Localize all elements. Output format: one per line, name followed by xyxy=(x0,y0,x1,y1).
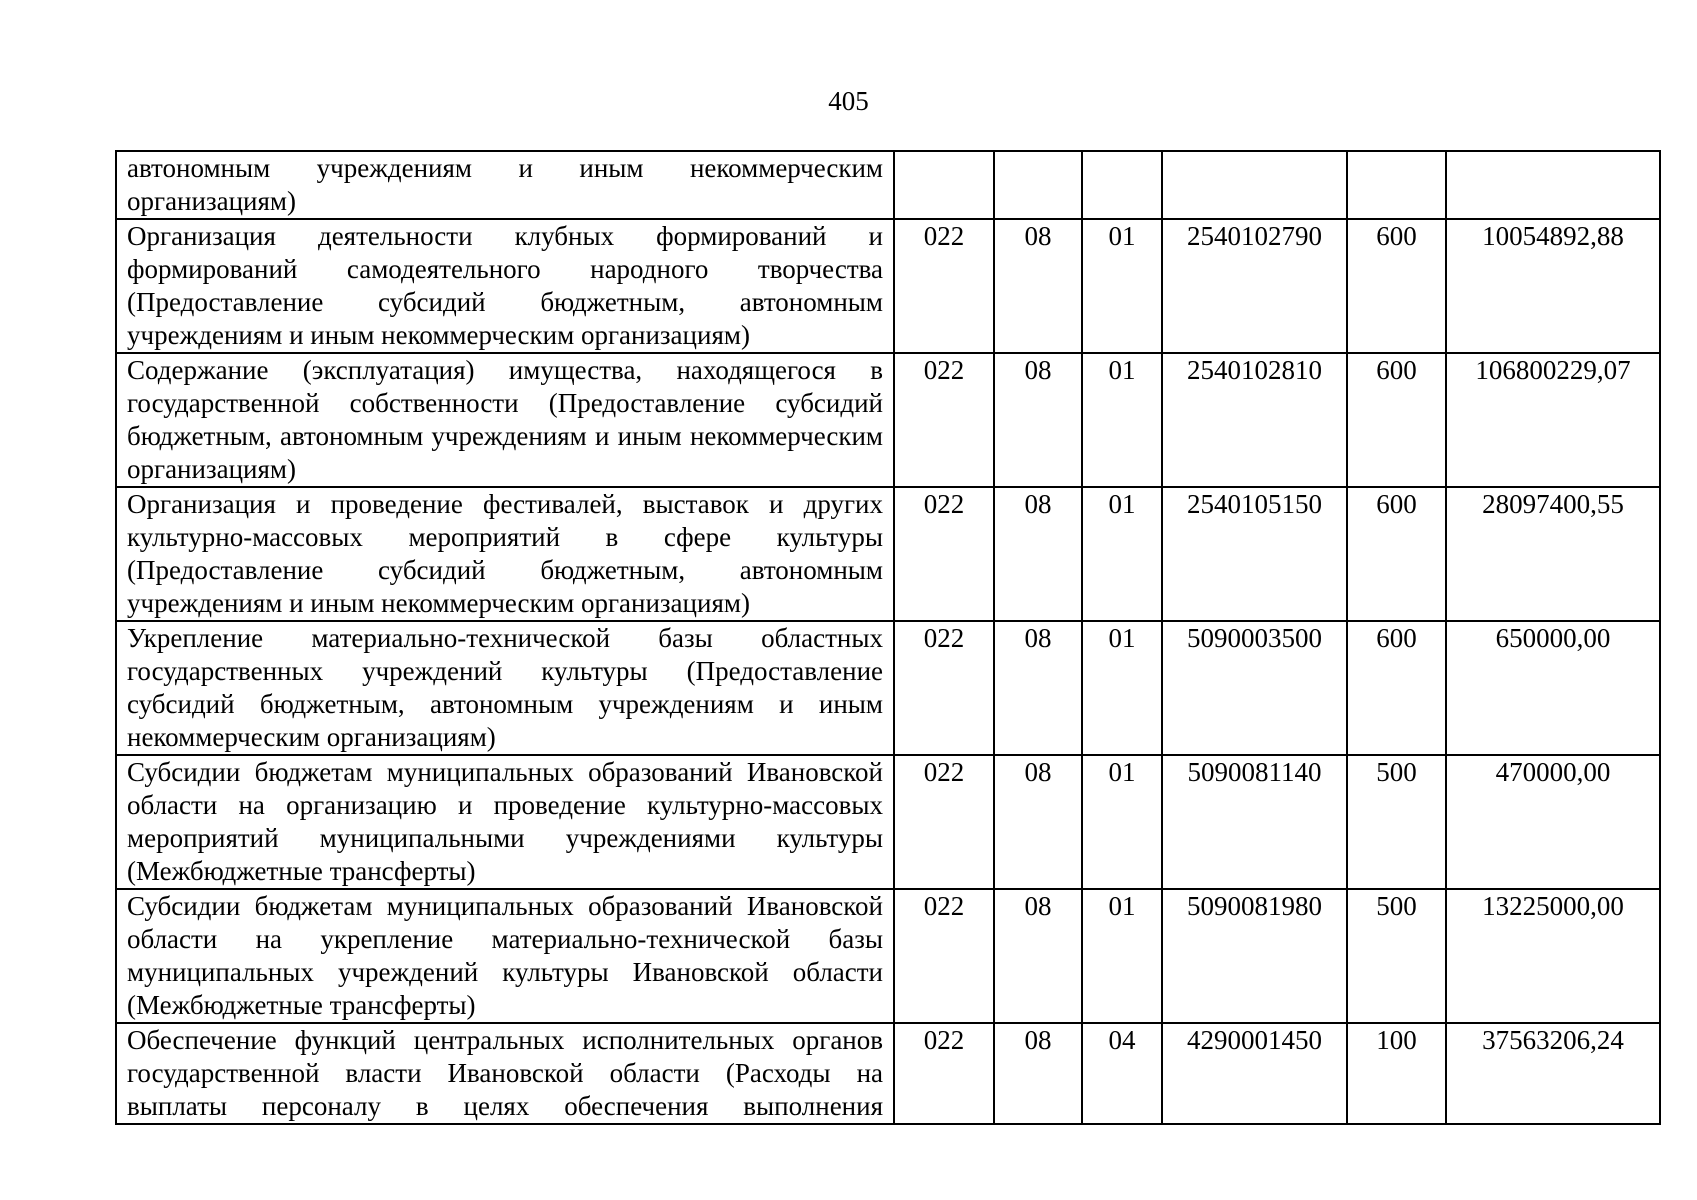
description-text: автономным учреждениям и иным некоммерческим xyxy=(127,153,883,183)
section-code: 08 xyxy=(994,219,1082,353)
section-code xyxy=(994,151,1082,219)
target-article-code: 4290001450 xyxy=(1162,1023,1347,1124)
target-article-code: 2540102810 xyxy=(1162,353,1347,487)
target-article-code: 2540102790 xyxy=(1162,219,1347,353)
target-article-code: 5090003500 xyxy=(1162,621,1347,755)
subsection-code: 01 xyxy=(1082,487,1162,621)
expense-type-code: 500 xyxy=(1347,755,1446,889)
table-row xyxy=(116,151,1660,219)
ministry-code: 022 xyxy=(894,353,994,487)
description-tail: области (Межбюджетные трансферты) xyxy=(127,957,884,1020)
subsection-code: 01 xyxy=(1082,755,1162,889)
description-text: Субсидии бюджетам муниципальных образований Ивановской области на организацию и проведение культурно-массовых мероприятий муниципальными xyxy=(127,757,883,853)
ministry-code xyxy=(894,151,994,219)
amount: 28097400,55 xyxy=(1446,487,1660,621)
ministry-code: 022 xyxy=(894,755,994,889)
subsection-code: 01 xyxy=(1082,219,1162,353)
row-description xyxy=(116,889,894,1023)
ministry-code: 022 xyxy=(894,487,994,621)
subsection-code xyxy=(1082,151,1162,219)
amount: 106800229,07 xyxy=(1446,353,1660,487)
ministry-code: 022 xyxy=(894,889,994,1023)
row-description xyxy=(116,1023,894,1124)
row-description xyxy=(116,487,894,621)
table-row xyxy=(116,1023,1660,1124)
description-text: Укрепление материально-технической базы областных государственных учреждений культуры (Предоставление субсидий бюджетным, автономным учреждениям и иным xyxy=(127,623,883,719)
table-row xyxy=(116,889,1660,1023)
expense-type-code: 600 xyxy=(1347,487,1446,621)
section-code: 08 xyxy=(994,487,1082,621)
target-article-code: 2540105150 xyxy=(1162,487,1347,621)
section-code: 08 xyxy=(994,353,1082,487)
description-tail: некоммерческим организациям) xyxy=(127,722,496,752)
table-row xyxy=(116,219,1660,353)
description-text: Субсидии бюджетам муниципальных образований Ивановской области на укрепление материально-технической базы муниципальных учреждений культуры Ивановской xyxy=(127,891,883,987)
expense-type-code: 100 xyxy=(1347,1023,1446,1124)
row-description xyxy=(116,219,894,353)
expense-type-code: 500 xyxy=(1347,889,1446,1023)
ministry-code: 022 xyxy=(894,219,994,353)
row-description xyxy=(116,151,894,219)
section-code: 08 xyxy=(994,621,1082,755)
ministry-code: 022 xyxy=(894,621,994,755)
section-code: 08 xyxy=(994,1023,1082,1124)
budget-table xyxy=(115,150,1661,1125)
row-description xyxy=(116,621,894,755)
description-tail: некоммерческим организациям) xyxy=(127,421,883,484)
target-article-code xyxy=(1162,151,1347,219)
amount xyxy=(1446,151,1660,219)
table-row xyxy=(116,487,1660,621)
table-row xyxy=(116,353,1660,487)
row-description xyxy=(116,755,894,889)
ministry-code: 022 xyxy=(894,1023,994,1124)
description-tail: учреждениям и иным некоммерческим организациям) xyxy=(127,588,750,618)
description-tail: организациям) xyxy=(127,186,297,216)
amount: 470000,00 xyxy=(1446,755,1660,889)
section-code: 08 xyxy=(994,889,1082,1023)
subsection-code: 04 xyxy=(1082,1023,1162,1124)
amount: 37563206,24 xyxy=(1446,1023,1660,1124)
row-description xyxy=(116,353,894,487)
page-number: 405 xyxy=(828,86,869,116)
table-row xyxy=(116,755,1660,889)
subsection-code: 01 xyxy=(1082,889,1162,1023)
amount: 13225000,00 xyxy=(1446,889,1660,1023)
subsection-code: 01 xyxy=(1082,621,1162,755)
table-row xyxy=(116,621,1660,755)
description-text: Организация и проведение фестивалей, выставок и других культурно-массовых мероприятий в сфере культуры (Предоставление субсидий бюджетным, автономным xyxy=(127,489,883,585)
description-text: Обеспечение функций центральных исполнительных органов государственной власти Ивановской области (Расходы на выплаты персоналу в целях обеспечения выполнения xyxy=(127,1025,883,1121)
description-text: Организация деятельности клубных формирований и формирований самодеятельного народного творчества (Предоставление субсидий бюджетным, автономным xyxy=(127,221,883,317)
expense-type-code: 600 xyxy=(1347,353,1446,487)
expense-type-code: 600 xyxy=(1347,219,1446,353)
subsection-code: 01 xyxy=(1082,353,1162,487)
description-text: Содержание (эксплуатация) имущества, находящегося в государственной собственности (Предоставление субсидий бюджетным, автономным учреждениям и иным xyxy=(127,355,883,451)
amount: 10054892,88 xyxy=(1446,219,1660,353)
amount: 650000,00 xyxy=(1446,621,1660,755)
target-article-code: 5090081980 xyxy=(1162,889,1347,1023)
target-article-code: 5090081140 xyxy=(1162,755,1347,889)
expense-type-code: 600 xyxy=(1347,621,1446,755)
expense-type-code xyxy=(1347,151,1446,219)
section-code: 08 xyxy=(994,755,1082,889)
description-tail: учреждениям и иным некоммерческим организациям) xyxy=(127,320,750,350)
description-tail: учреждениями культуры (Межбюджетные трансферты) xyxy=(127,823,884,886)
